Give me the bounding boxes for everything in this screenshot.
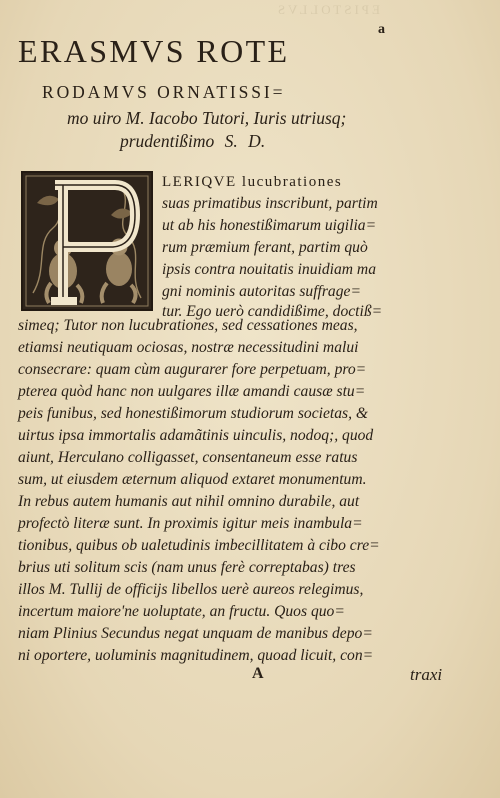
heading-line-4: prudentißimo S. D. bbox=[120, 131, 266, 151]
text-line-2: suas primatibus inscribunt, partim bbox=[162, 195, 378, 212]
text-line-10: consecrare: quam cùm augurarer fore perpetuam, pro= bbox=[18, 361, 367, 378]
text-line-19: brius uti solitum scis (nam unus ferè correptabas) tres bbox=[18, 559, 356, 576]
text-line-17: profectò literæ sunt. In proximis igitur meis inambula= bbox=[18, 515, 363, 532]
text-line-5: ipsis contra nouitatis inuidiam ma bbox=[162, 261, 376, 278]
text-line-14: aiunt, Herculano colligasset, consentaneum esse ratus bbox=[18, 449, 358, 466]
heading-line-2: RODAMVS ORNATISSI= bbox=[42, 82, 286, 102]
text-line-4: rum præmium ferant, partim quò bbox=[162, 239, 368, 256]
text-line-16: In rebus autem humanis aut nihil omnino durabile, aut bbox=[18, 493, 360, 510]
text-line-22: niam Plinius Secundus negat unquam de manibus depo= bbox=[18, 625, 373, 642]
text-line-13: uirtus ipsa immortalis adamãtinis uinculis, nodoq;, quod bbox=[18, 427, 374, 444]
text-line-18: tionibus, quibus ob ualetudinis imbecillitatem à cibo cre= bbox=[18, 537, 380, 554]
text-line-6: gni nominis autoritas suffrage= bbox=[162, 283, 361, 300]
text-line-8: simeq; Tutor non lucubrationes, sed cessationes meas, bbox=[18, 317, 358, 334]
decorated-initial-p bbox=[21, 171, 153, 311]
signature-mark: A bbox=[252, 665, 264, 682]
text-line-11: pterea quòd hanc non uulgares illæ amandi causæ stu= bbox=[18, 383, 366, 400]
text-line-21: incertum maiore'ne uoluptate, an fructu. Quos quo= bbox=[18, 603, 345, 620]
text-line-7: tur. Ego uerò candidißime, doctiß= bbox=[162, 303, 383, 320]
text-line-1: LERIQVE lucubrationes bbox=[162, 174, 343, 190]
text-line-23: ni oportere, uoluminis magnitudinem, quoad licuit, con= bbox=[18, 647, 374, 664]
bleed-through-text: EPISTOLLVS bbox=[274, 2, 380, 17]
text-line-20: illos M. Tullij de officijs libellos uerè aureos relegimus, bbox=[18, 581, 364, 598]
catchword: traxi bbox=[410, 665, 443, 684]
woodcut-initial-icon bbox=[23, 173, 151, 309]
page-mark: a bbox=[378, 22, 385, 37]
text-line-15: sum, ut eiusdem æternum aliquod extaret monumentum. bbox=[18, 471, 367, 488]
heading-line-3: mo uiro M. Iacobo Tutori, Iuris utriusq; bbox=[67, 108, 347, 128]
heading-line-1: ERASMVS ROTE bbox=[18, 33, 290, 69]
text-line-9: etiamsi neutiquam ociosas, nostræ necessitudini malui bbox=[18, 339, 359, 356]
text-line-12: peis funibus, sed honestißimorum studiorum societas, & bbox=[18, 405, 368, 422]
text-line-3: ut ab his honestißimarum uigilia= bbox=[162, 217, 377, 234]
